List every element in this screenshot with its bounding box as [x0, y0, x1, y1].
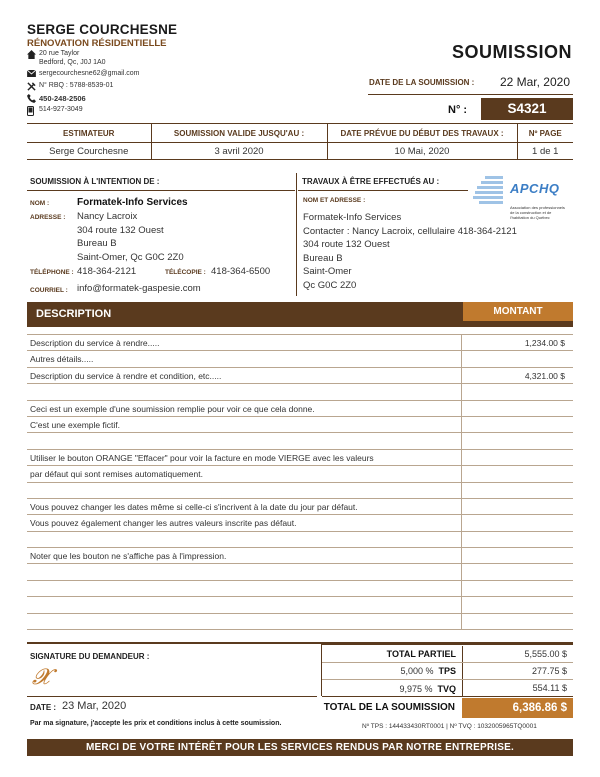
- row-amount[interactable]: 4,321.00 $: [461, 368, 573, 383]
- recipient-email[interactable]: info@formatek-gaspesie.com: [77, 283, 201, 294]
- row-description[interactable]: Description du service à rendre et condition, etc.....: [30, 370, 222, 381]
- row-amount[interactable]: [461, 433, 573, 448]
- divider: [298, 190, 468, 191]
- estimator-value[interactable]: Serge Courchesne: [27, 143, 151, 160]
- valid-until-value[interactable]: 3 avril 2020: [151, 143, 327, 160]
- subtotal-row: [322, 646, 573, 663]
- divider: [322, 644, 573, 645]
- work-address-line: Bureau B: [303, 252, 343, 264]
- recipient-address[interactable]: [77, 210, 184, 264]
- table-row[interactable]: [27, 614, 573, 630]
- table-row[interactable]: [27, 515, 573, 531]
- tools-icon: [27, 82, 39, 93]
- row-description[interactable]: [27, 597, 461, 612]
- work-name-address-label: NOM ET ADRESSE :: [303, 197, 366, 204]
- signature-mark[interactable]: 𝓧: [32, 665, 50, 690]
- row-amount[interactable]: [461, 581, 573, 596]
- quote-date-value[interactable]: 22 Mar, 2020: [499, 75, 570, 89]
- row-description[interactable]: [27, 433, 461, 448]
- row-amount[interactable]: [461, 532, 573, 547]
- quote-number[interactable]: S4321: [481, 98, 573, 120]
- signature-date-value[interactable]: 23 Mar, 2020: [62, 700, 127, 712]
- table-row[interactable]: [27, 548, 573, 564]
- row-description[interactable]: C'est une exemple fictif.: [30, 419, 120, 430]
- work-address-line: Saint-Omer: [303, 266, 352, 277]
- table-row[interactable]: [27, 433, 573, 449]
- table-row[interactable]: [27, 581, 573, 597]
- row-description[interactable]: par défaut qui sont remises automatiquement.: [30, 469, 203, 480]
- table-row[interactable]: [27, 483, 573, 499]
- recipient-address-line: Saint-Omer, Qc G0C 2Z0: [77, 251, 184, 263]
- row-amount[interactable]: [461, 384, 573, 399]
- mobile-phone-icon: [27, 106, 39, 118]
- row-amount[interactable]: [461, 466, 573, 481]
- recipient-address-label: ADRESSE :: [30, 214, 66, 221]
- tvq-row: [322, 680, 573, 697]
- row-description[interactable]: [27, 532, 461, 547]
- work-address[interactable]: [303, 211, 517, 292]
- company-mobile: 514-927-3049: [39, 106, 83, 113]
- table-row[interactable]: [27, 401, 573, 417]
- work-address-line: 304 route 132 Ouest: [303, 239, 390, 250]
- recipient-phone[interactable]: 418-364-2121: [77, 266, 137, 277]
- table-row[interactable]: [27, 466, 573, 482]
- header-estimator: ESTIMATEUR: [27, 124, 151, 143]
- grand-total-row: [322, 698, 573, 718]
- description-header: DESCRIPTION: [27, 302, 461, 327]
- divider: [27, 190, 295, 191]
- row-description[interactable]: Noter que les bouton ne s'affiche pas à l'impression.: [30, 551, 227, 562]
- quote-number-label: N° :: [448, 104, 468, 116]
- table-row[interactable]: [27, 351, 573, 367]
- company-rbq: N° RBQ : 5788-8539-01: [39, 82, 114, 89]
- company-subtitle: RÉNOVATION RÉSIDENTIELLE: [27, 38, 167, 49]
- table-row[interactable]: [27, 335, 573, 351]
- recipient-address-line: Bureau B: [77, 238, 117, 249]
- row-description[interactable]: [27, 564, 461, 579]
- row-amount[interactable]: [461, 483, 573, 498]
- company-address-line1: 20 rue Taylor: [39, 50, 80, 57]
- tax-numbers: Nº TPS : 144433430RT0001 | Nº TVQ : 1032005965TQ0001: [362, 723, 537, 730]
- page-number-value: 1 de 1: [517, 143, 573, 160]
- row-description[interactable]: Ceci est un exemple d'une soumission remplie pour voir ce que cela donne.: [30, 403, 315, 414]
- table-row[interactable]: [27, 368, 573, 384]
- header-page-number: Nº PAGE: [517, 124, 573, 143]
- company-rbq-row: [27, 82, 113, 93]
- row-description[interactable]: [27, 614, 461, 629]
- work-address-line: Formatek-Info Services: [303, 212, 402, 223]
- description-rows: [27, 335, 573, 630]
- grand-total-amount: 6,386.86 $: [462, 698, 573, 718]
- info-table: [27, 123, 573, 160]
- row-amount[interactable]: [461, 401, 573, 416]
- row-amount[interactable]: [461, 351, 573, 366]
- divider: [368, 94, 573, 95]
- tps-amount: 277.75 $: [462, 663, 573, 679]
- row-amount[interactable]: [461, 417, 573, 432]
- divider: [296, 173, 297, 296]
- company-address-line2: Bedford, Qc, J0J 1A0: [39, 58, 106, 66]
- quote-date-label: DATE DE LA SOUMISSION :: [369, 78, 475, 87]
- logo-subtitle: de la construction et de: [510, 210, 552, 215]
- header-valid-until: SOUMISSION VALIDE JUSQU'AU :: [151, 124, 327, 143]
- table-row[interactable]: [27, 417, 573, 433]
- subtotal-amount: 5,555.00 $: [462, 646, 573, 662]
- table-row[interactable]: [27, 532, 573, 548]
- acceptance-text: Par ma signature, j'accepte les prix et conditions inclus à cette soumission.: [30, 720, 282, 727]
- company-phone: 450-248-2506: [39, 94, 86, 103]
- divider: [463, 321, 573, 327]
- document-title: SOUMISSION: [451, 42, 572, 62]
- grand-total-label: TOTAL DE LA SOUMISSION: [323, 702, 455, 713]
- work-address-line: Qc G0C 2Z0: [303, 279, 357, 291]
- phone-icon: [27, 94, 39, 105]
- signature-label: SIGNATURE DU DEMANDEUR :: [30, 652, 150, 661]
- row-description[interactable]: [27, 483, 461, 498]
- mail-icon: [27, 70, 39, 79]
- row-amount[interactable]: [461, 597, 573, 612]
- table-row[interactable]: [27, 499, 573, 515]
- company-email-row: [27, 70, 140, 79]
- row-amount[interactable]: [461, 499, 573, 514]
- tvq-rate[interactable]: 9,975 %: [399, 683, 433, 694]
- amount-header: MONTANT: [463, 302, 573, 321]
- logo-text: APCHQ: [510, 181, 560, 196]
- table-row[interactable]: [27, 384, 573, 400]
- recipient-fax-label: TÉLÉCOPIE :: [165, 269, 206, 276]
- company-phone-row: [27, 94, 86, 105]
- row-description[interactable]: Vous pouvez également changer les autres valeurs inscrite pas défaut.: [30, 518, 297, 529]
- row-amount[interactable]: [461, 450, 573, 465]
- divider: [27, 696, 317, 697]
- thank-you-banner: MERCI DE VOTRE INTÉRÊT POUR LES SERVICES RENDUS PAR NOTRE ENTREPRISE.: [27, 739, 573, 756]
- row-description[interactable]: [27, 581, 461, 596]
- table-row[interactable]: [27, 597, 573, 613]
- recipient-name[interactable]: Formatek-Info Services: [77, 197, 188, 208]
- company-name: SERGE COURCHESNE: [27, 22, 178, 37]
- divider: [322, 696, 573, 697]
- row-description[interactable]: [27, 384, 461, 399]
- subtotal-label: TOTAL PARTIEL: [386, 649, 456, 659]
- row-amount[interactable]: 1,234.00 $: [461, 335, 573, 350]
- company-email: sergecourchesne62@gmail.com: [39, 70, 140, 77]
- company-mobile-row: [27, 106, 83, 118]
- work-address-line: Contacter : Nancy Lacroix, cellulaire 418-364-2121: [303, 225, 517, 237]
- work-section-label: TRAVAUX À ÊTRE EFFECTUÉS AU :: [302, 177, 440, 186]
- recipient-phone-label: TÉLÉPHONE :: [30, 269, 74, 276]
- recipient-email-label: COURRIEL :: [30, 287, 68, 294]
- logo-subtitle: l'habitation du Québec: [510, 215, 550, 220]
- table-row[interactable]: [27, 564, 573, 580]
- recipient-address-line: 304 route 132 Ouest: [77, 224, 164, 236]
- recipient-name-label: NOM :: [30, 200, 50, 207]
- row-description[interactable]: Utiliser le bouton ORANGE "Effacer" pour voir la facture en mode VIERGE avec les valeurs: [30, 452, 374, 463]
- signature-date-label: DATE :: [30, 703, 57, 712]
- tps-rate[interactable]: 5,000 %: [400, 666, 434, 676]
- start-date-value[interactable]: 10 Mai, 2020: [327, 143, 517, 160]
- header-start-date: DATE PRÉVUE DU DÉBUT DES TRAVAUX :: [327, 124, 517, 143]
- company-address: [27, 50, 106, 67]
- row-amount[interactable]: [461, 614, 573, 629]
- row-description[interactable]: Vous pouvez changer les dates même si celle-ci s'incrivent à la date du jour par défaut.: [30, 501, 358, 512]
- row-amount[interactable]: [461, 564, 573, 579]
- recipient-address-line: Nancy Lacroix: [77, 211, 138, 222]
- tvq-amount: 554.11 $: [462, 680, 573, 697]
- home-icon: [27, 50, 39, 61]
- recipient-fax[interactable]: 418-364-6500: [211, 266, 271, 277]
- row-description[interactable]: Description du service à rendre.....: [30, 338, 160, 348]
- logo-subtitle: Association des professionnels: [510, 205, 565, 210]
- row-amount[interactable]: [461, 515, 573, 530]
- tps-row: [322, 663, 573, 680]
- tps-label: TPS: [438, 666, 456, 676]
- tvq-label: TVQ: [437, 683, 456, 694]
- recipient-section-label: SOUMISSION À L'INTENTION DE :: [30, 177, 160, 186]
- table-row[interactable]: [27, 450, 573, 466]
- row-description[interactable]: Autres détails.....: [30, 354, 94, 365]
- row-amount[interactable]: [461, 548, 573, 563]
